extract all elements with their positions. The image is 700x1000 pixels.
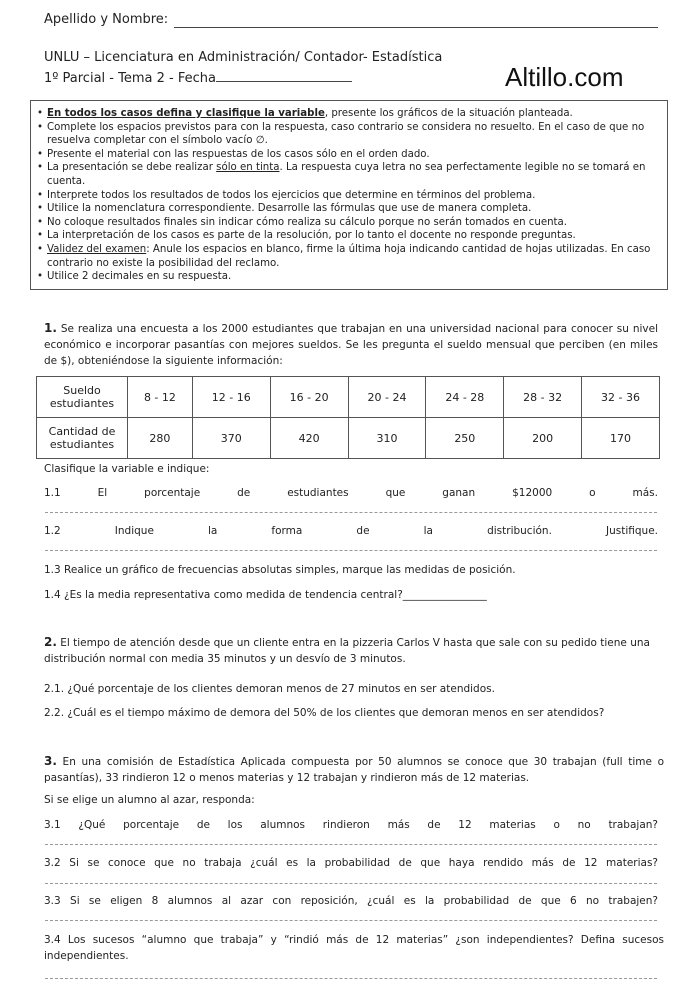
altillo-logo: Altillo.com [505,62,624,92]
rule-item: • En todos los casos defina y clasifique la variable, presente los gráficos de la situación planteada. [37,107,661,121]
subquestion-3-2: 3.2 Si se conoce que no trabaja ¿cuál es la probabilidad de que haya rendido más de 12 materias? [44,857,658,869]
count-cell: 280 [128,418,193,459]
rule-item: • Utilice 2 decimales en su respuesta. [37,270,661,284]
subquestion-3-4: 3.4 Los sucesos “alumno que trabaja” y “rindió más de 12 materias” ¿son independientes? Defina sucesos independientes. [44,934,664,962]
exam-line: 1º Parcial - Tema 2 - Fecha [44,69,352,86]
classify-instruction: Clasifique la variable e indique: [44,463,210,475]
interval-cell: 32 - 36 [582,377,660,418]
name-field-line[interactable] [174,27,658,28]
subquestion-1-3: 1.3 Realice un gráfico de frecuencias absolutas simples, marque las medidas de posición. [44,564,516,576]
salary-frequency-table [36,376,660,459]
subquestion-1-4: 1.4 ¿Es la media representativa como medida de tendencia central?________________ [44,589,487,601]
name-label: Apellido y Nombre: [44,12,169,27]
rule-item: • Complete los espacios previstos para con la respuesta, caso contrario se considera no resuelto. En el caso de que no resuelva completar con el símbolo vacío ∅. [37,121,661,148]
table-row [37,418,660,459]
question-3-intro: Si se elige un alumno al azar, responda: [44,794,255,806]
question-2-text: 2. El tiempo de atención desde que un cliente entra en la pizzeria Carlos V hasta que sale con su pedido tiene una distribución normal con media 35 minutos y un desvío de 3 minutos. [44,635,650,665]
interval-cell: 24 - 28 [426,377,504,418]
rule-item: • Presente el material con las respuestas de los casos sólo en el orden dado. [37,148,661,162]
subquestion-3-3: 3.3 Si se eligen 8 alumnos al azar con reposición, ¿cuál es la probabilidad de que 6 no trabajen? [44,895,658,907]
subquestion-1-1: 1.1 El porcentaje de estudiantes que ganan $12000 o más. [44,487,658,499]
count-cell: 200 [504,418,582,459]
count-cell: 250 [426,418,504,459]
count-cell: 420 [270,418,348,459]
row-header-salary: Sueldo estudiantes [37,377,128,418]
course-line: UNLU – Licenciatura en Administración/ Contador- Estadística [44,50,443,65]
answer-line[interactable] [45,978,657,979]
interval-cell: 20 - 24 [348,377,426,418]
question-1-text: 1. Se realiza una encuesta a los 2000 estudiantes que trabajan en una universidad nacional para conocer su nivel económico e incorporar pasantías con mejores sueldos. Se les pregunta el sueldo mensual que perciben (en miles de $), obteniéndose la siguiente información: [44,321,658,367]
rule-item: • La interpretación de los casos es parte de la resolución, por lo tanto el docente no responde preguntas. [37,229,661,243]
table-row [37,377,660,418]
subquestion-2-1: 2.1. ¿Qué porcentaje de los clientes demoran menos de 27 minutos en ser atendidos. [44,683,495,695]
answer-line[interactable] [45,550,657,551]
rule-item: • La presentación se debe realizar sólo en tinta. La respuesta cuya letra no sea perfectamente legible no se tomará en cuenta. [37,161,661,188]
rule-item: • No coloque resultados finales sin indicar cómo realiza su cálculo porque no serán tomados en cuenta. [37,216,661,230]
answer-line[interactable] [45,920,657,921]
interval-cell: 28 - 32 [504,377,582,418]
count-cell: 370 [192,418,270,459]
subquestion-1-2: 1.2 Indique la forma de la distribución. Justifique. [44,525,658,537]
interval-cell: 8 - 12 [128,377,193,418]
date-field-line[interactable] [216,69,352,82]
answer-line[interactable] [45,844,657,845]
exam-rules-box [30,100,668,290]
answer-line[interactable] [45,512,657,513]
rule-item: • Interprete todos los resultados de todos los ejercicios que determine en términos del problema. [37,189,661,203]
question-3-text: 3. En una comisión de Estadística Aplicada compuesta por 50 alumnos se conoce que 30 trabajan (full time o pasantías), 33 rindieron 12 o menos materias y 12 trabajan y rindieron más de 12 materias. [44,754,664,784]
rule-item: • Validez del examen: Anule los espacios en blanco, firme la última hoja indicando cantidad de hojas utilizadas. En caso contrario no existe la posibilidad del reclamo. [37,243,661,270]
subquestion-2-2: 2.2. ¿Cuál es el tiempo máximo de demora del 50% de los clientes que demoran menos en ser atendidos? [44,707,605,719]
answer-line[interactable] [45,883,657,884]
interval-cell: 16 - 20 [270,377,348,418]
rule-item: • Utilice la nomenclatura correspondiente. Desarrolle las fórmulas que use de manera completa. [37,202,661,216]
count-cell: 310 [348,418,426,459]
count-cell: 170 [582,418,660,459]
subquestion-3-1: 3.1 ¿Qué porcentaje de los alumnos rindieron más de 12 materias o no trabajan? [44,819,658,831]
interval-cell: 12 - 16 [192,377,270,418]
row-header-count: Cantidad de estudiantes [37,418,128,459]
